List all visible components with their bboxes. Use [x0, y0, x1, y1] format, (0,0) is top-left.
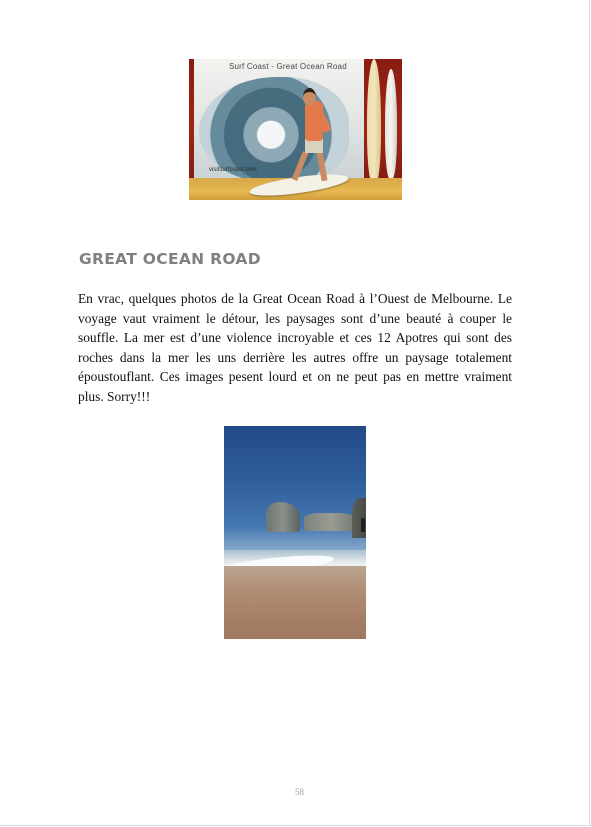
wet-sand: [224, 566, 366, 639]
person-head: [303, 88, 316, 106]
section-title: GREAT OCEAN ROAD: [79, 250, 261, 268]
standing-surfboard: [367, 59, 381, 184]
surf-banner-photo: [189, 59, 402, 200]
person-shorts: [305, 139, 323, 153]
section-paragraph: En vrac, quelques photos de la Great Ocean Road à l’Ouest de Melbourne. Le voyage vaut vraiment le détour, les paysages sont d’une beauté à couper le souffle. La mer est d’une violence incroyable et ces 12 Apotres qui sont des roches dans la mer les uns derrière les autres offre un paysage totalement époustouflant. Ces images pesent lourd et on ne peut pas en mettre vraiment plus. Sorry!!!: [78, 291, 512, 404]
rock-stack: [304, 513, 359, 531]
banner-title: Surf Coast - Great Ocean Road: [229, 62, 347, 71]
banner-url: visitsurfcoast.com: [209, 167, 257, 173]
person-silhouette: [361, 518, 365, 532]
rock-stack: [266, 502, 300, 532]
twelve-apostles-photo: [224, 426, 366, 639]
standing-surfboard: [385, 69, 397, 179]
page-number: 58: [295, 787, 304, 797]
